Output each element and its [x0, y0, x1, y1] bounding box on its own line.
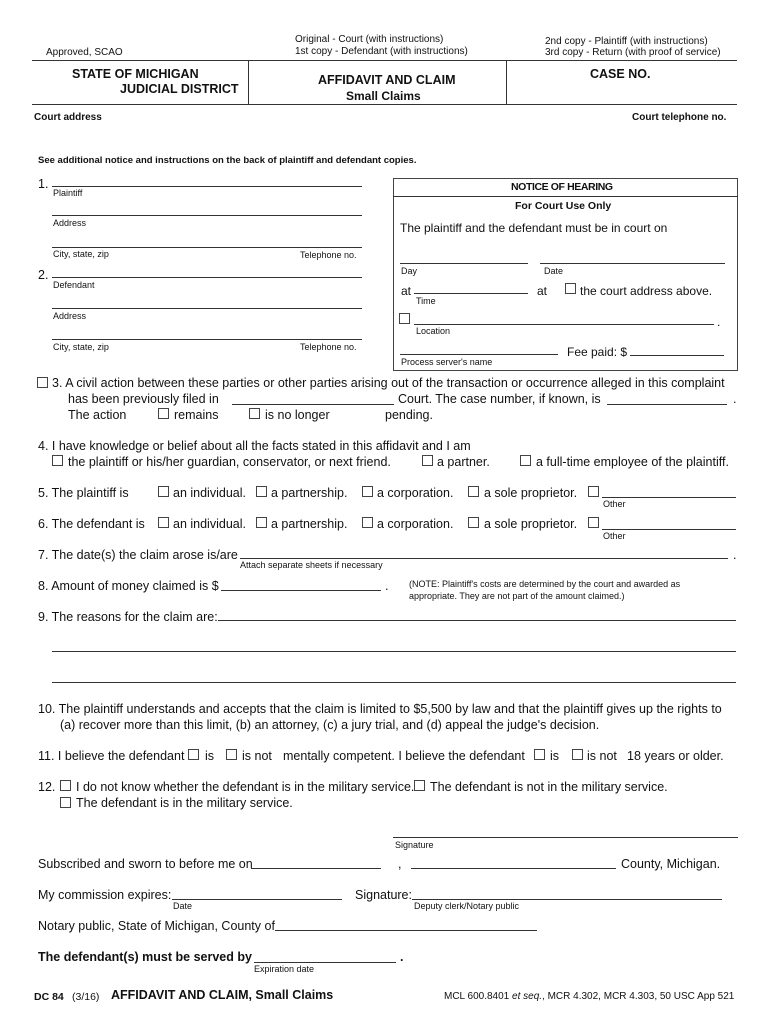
case-number-label[interactable]: CASE NO. — [590, 67, 651, 81]
notary-signature-label: Signature: — [355, 888, 412, 902]
defendant-address-field[interactable] — [52, 308, 362, 309]
item9-label: 9. The reasons for the claim are: — [38, 610, 218, 624]
military-not-checkbox[interactable] — [414, 780, 425, 791]
process-server-field[interactable] — [400, 354, 558, 355]
item3-text: 3. A civil action between these parties or other parties arising out of the transaction or occurrence alleged in this complaint — [52, 376, 725, 390]
claim-reasons-field-3[interactable] — [52, 682, 736, 683]
defendant-individual-label: an individual. — [173, 517, 246, 531]
footer-title: AFFIDAVIT AND CLAIM, Small Claims — [111, 988, 334, 1002]
commission-date-label: Date — [173, 901, 193, 911]
plaintiff-corporation-checkbox[interactable] — [362, 486, 373, 497]
plaintiff-other-checkbox[interactable] — [588, 486, 599, 497]
age-is-not-label: is not — [587, 749, 617, 763]
item4-employee-label: a full-time employee of the plaintiff. — [536, 455, 729, 469]
defendant-partnership-label: a partnership. — [271, 517, 348, 531]
item7-period: . — [733, 548, 737, 562]
fee-paid-field[interactable] — [630, 355, 724, 356]
defendant-sole-proprietor-checkbox[interactable] — [468, 517, 479, 528]
must-be-in-court-text: The plaintiff and the defendant must be in court on — [400, 221, 668, 235]
served-period: . — [400, 950, 404, 964]
hearing-day-field[interactable] — [400, 263, 528, 264]
action-remains-checkbox[interactable] — [158, 408, 169, 419]
fee-paid-label: Fee paid: $ — [567, 345, 628, 359]
item-number-1: 1. — [38, 177, 49, 191]
state-heading: STATE OF MICHIGAN — [72, 67, 199, 81]
plaintiff-individual-checkbox[interactable] — [158, 486, 169, 497]
defendant-corporation-checkbox[interactable] — [362, 517, 373, 528]
location-label: Location — [416, 326, 451, 336]
item3-period: . — [733, 392, 737, 406]
at-label-1: at — [401, 284, 412, 298]
copies-distribution-3: 2nd copy - Plaintiff (with instructions) — [545, 36, 708, 47]
court-address-label: Court address — [34, 112, 102, 123]
location-period: . — [717, 315, 721, 329]
copies-distribution-4: 3rd copy - Return (with proof of service) — [545, 47, 721, 58]
at-label-2: at — [537, 284, 548, 298]
notary-signature-field[interactable] — [412, 899, 722, 900]
defendant-other-field[interactable] — [602, 529, 736, 530]
item5-label: 5. The plaintiff is — [38, 486, 129, 500]
item11-age-text: 18 years or older. — [627, 749, 724, 763]
claim-reasons-field-2[interactable] — [52, 651, 736, 652]
defendant-partnership-checkbox[interactable] — [256, 517, 267, 528]
military-unknown-checkbox[interactable] — [60, 780, 71, 791]
plaintiff-sole-proprietor-label: a sole proprietor. — [484, 486, 578, 500]
sworn-comma: , — [398, 857, 402, 871]
legal-citation-a: MCL 600.8401 — [444, 991, 513, 1002]
form-revision: (3/16) — [72, 991, 100, 1003]
court-use-only-label: For Court Use Only — [515, 200, 612, 212]
served-by-label: The defendant(s) must be served by — [38, 950, 252, 964]
sworn-county-field[interactable] — [411, 868, 616, 869]
plaintiff-corporation-label: a corporation. — [377, 486, 454, 500]
item3-case-number-field[interactable] — [607, 404, 727, 405]
defendant-other-label: Other — [603, 531, 626, 541]
notary-county-label: Notary public, State of Michigan, County of — [38, 919, 275, 933]
additional-notice: See additional notice and instructions on the back of plaintiff and defendant copies. — [38, 155, 417, 166]
defendant-name-field[interactable] — [52, 277, 362, 278]
plaintiff-city-field[interactable] — [52, 247, 362, 248]
court-address-above-label: the court address above. — [580, 284, 713, 298]
date-label: Date — [544, 266, 564, 276]
hearing-location-field[interactable] — [414, 324, 714, 325]
defendant-city-label: City, state, zip — [53, 342, 109, 352]
plaintiff-city-label: City, state, zip — [53, 249, 109, 259]
attach-sheets-hint: Attach separate sheets if necessary — [240, 560, 383, 570]
day-label: Day — [401, 266, 418, 276]
form-subtitle: Small Claims — [346, 89, 421, 103]
item4-partner-label: a partner. — [437, 455, 490, 469]
plaintiff-partnership-label: a partnership. — [271, 486, 348, 500]
item11-competent-text: mentally competent. I believe the defendant — [283, 749, 525, 763]
legal-citation — [444, 991, 734, 1002]
action-no-longer-checkbox[interactable] — [249, 408, 260, 419]
court-address-checkbox[interactable] — [565, 283, 576, 294]
item3-checkbox[interactable] — [37, 377, 48, 388]
sworn-date-field[interactable] — [251, 868, 381, 869]
hearing-date-field[interactable] — [540, 263, 725, 264]
notice-of-hearing-title: NOTICE OF HEARING — [511, 181, 613, 193]
defendant-city-field[interactable] — [52, 339, 362, 340]
plaintiff-partnership-checkbox[interactable] — [256, 486, 267, 497]
item12-number: 12. — [38, 780, 56, 794]
defendant-label: Defendant — [53, 280, 95, 290]
form-number: DC 84 — [34, 991, 64, 1003]
signature-label: Signature — [395, 840, 434, 850]
process-server-label: Process server's name — [401, 357, 493, 367]
competent-is-checkbox[interactable] — [188, 749, 199, 760]
approved-scao: Approved, SCAO — [46, 47, 123, 58]
plaintiff-sole-proprietor-checkbox[interactable] — [468, 486, 479, 497]
amount-claimed-field[interactable] — [221, 590, 381, 591]
item4-text: 4. I have knowledge or belief about all the facts stated in this affidavit and I am — [38, 439, 471, 453]
copies-distribution-2: 1st copy - Defendant (with instructions) — [295, 46, 468, 57]
item3-court-field[interactable] — [232, 404, 394, 405]
item10-text-1: 10. The plaintiff understands and accepts that the claim is limited to $5,500 by law and that the plaintiff gives up the rights to — [38, 702, 722, 716]
age-is-checkbox[interactable] — [534, 749, 545, 760]
deputy-clerk-label: Deputy clerk/Notary public — [414, 901, 520, 911]
legal-citation-italic: et seq. — [512, 991, 543, 1002]
time-label: Time — [416, 296, 436, 306]
court-telephone-label: Court telephone no. — [632, 112, 727, 123]
remains-label: remains — [174, 408, 219, 422]
item10-text-2: (a) recover more than this limit, (b) an attorney, (c) a jury trial, and (d) appeal the judge's decision. — [60, 718, 600, 732]
plaintiff-telephone-label: Telephone no. — [300, 250, 357, 260]
costs-note-1: (NOTE: Plaintiff's costs are determined by the court and awarded as — [409, 579, 681, 589]
item3-case-number-text: Court. The case number, if known, is — [398, 392, 601, 406]
costs-note-2: appropriate. They are not part of the amount claimed.) — [409, 591, 625, 601]
plaintiff-address-label: Address — [53, 218, 87, 228]
plaintiff-address-field[interactable] — [52, 215, 362, 216]
claim-date-field[interactable] — [240, 558, 728, 559]
item7-label: 7. The date(s) the claim arose is/are — [38, 548, 238, 562]
defendant-individual-checkbox[interactable] — [158, 517, 169, 528]
legal-citation-b: , MCR 4.302, MCR 4.303, 50 USC App 521 — [542, 991, 735, 1002]
copies-distribution-1: Original - Court (with instructions) — [295, 34, 444, 45]
competent-is-not-checkbox[interactable] — [226, 749, 237, 760]
item6-label: 6. The defendant is — [38, 517, 145, 531]
commission-expires-label: My commission expires: — [38, 888, 172, 902]
plaintiff-name-field[interactable] — [52, 186, 362, 187]
commission-expires-field[interactable] — [172, 899, 342, 900]
the-action-label: The action — [68, 408, 127, 422]
item11-label: 11. I believe the defendant — [38, 749, 185, 763]
defendant-telephone-label: Telephone no. — [300, 342, 357, 352]
military-unknown-label: I do not know whether the defendant is in the military service. — [76, 780, 415, 794]
plaintiff-signature-field[interactable] — [393, 837, 738, 838]
subscribed-label: Subscribed and sworn to before me on — [38, 857, 253, 871]
defendant-corporation-label: a corporation. — [377, 517, 454, 531]
item3-filed-in: has been previously filed in — [68, 392, 219, 406]
age-is-label: is — [550, 749, 560, 763]
location-checkbox[interactable] — [399, 313, 410, 324]
item4-plaintiff-checkbox[interactable] — [52, 455, 63, 466]
competent-is-label: is — [205, 749, 215, 763]
military-in-checkbox[interactable] — [60, 797, 71, 808]
expiration-date-label: Expiration date — [254, 964, 315, 974]
county-michigan-label: County, Michigan. — [621, 857, 721, 871]
item8-label: 8. Amount of money claimed is $ — [38, 579, 219, 593]
hearing-time-field[interactable] — [414, 293, 528, 294]
district-heading: JUDICIAL DISTRICT — [120, 82, 239, 96]
item8-period: . — [385, 579, 389, 593]
plaintiff-other-label: Other — [603, 499, 626, 509]
claim-reasons-field-1[interactable] — [218, 620, 736, 621]
item4-plaintiff-label: the plaintiff or his/her guardian, conservator, or next friend. — [68, 455, 391, 469]
defendant-sole-proprietor-label: a sole proprietor. — [484, 517, 578, 531]
item-number-2: 2. — [38, 268, 49, 282]
is-no-longer-label: is no longer — [265, 408, 330, 422]
plaintiff-individual-label: an individual. — [173, 486, 246, 500]
item4-partner-checkbox[interactable] — [422, 455, 433, 466]
age-is-not-checkbox[interactable] — [572, 749, 583, 760]
item4-employee-checkbox[interactable] — [520, 455, 531, 466]
defendant-other-checkbox[interactable] — [588, 517, 599, 528]
military-in-label: The defendant is in the military service. — [76, 796, 293, 810]
plaintiff-other-field[interactable] — [602, 497, 736, 498]
military-not-label: The defendant is not in the military service. — [430, 780, 668, 794]
notary-county-field[interactable] — [275, 930, 537, 931]
competent-is-not-label: is not — [242, 749, 272, 763]
form-title: AFFIDAVIT AND CLAIM — [318, 73, 456, 87]
defendant-address-label: Address — [53, 311, 87, 321]
plaintiff-label: Plaintiff — [53, 188, 83, 198]
expiration-date-field[interactable] — [254, 962, 396, 963]
pending-label: pending. — [385, 408, 433, 422]
